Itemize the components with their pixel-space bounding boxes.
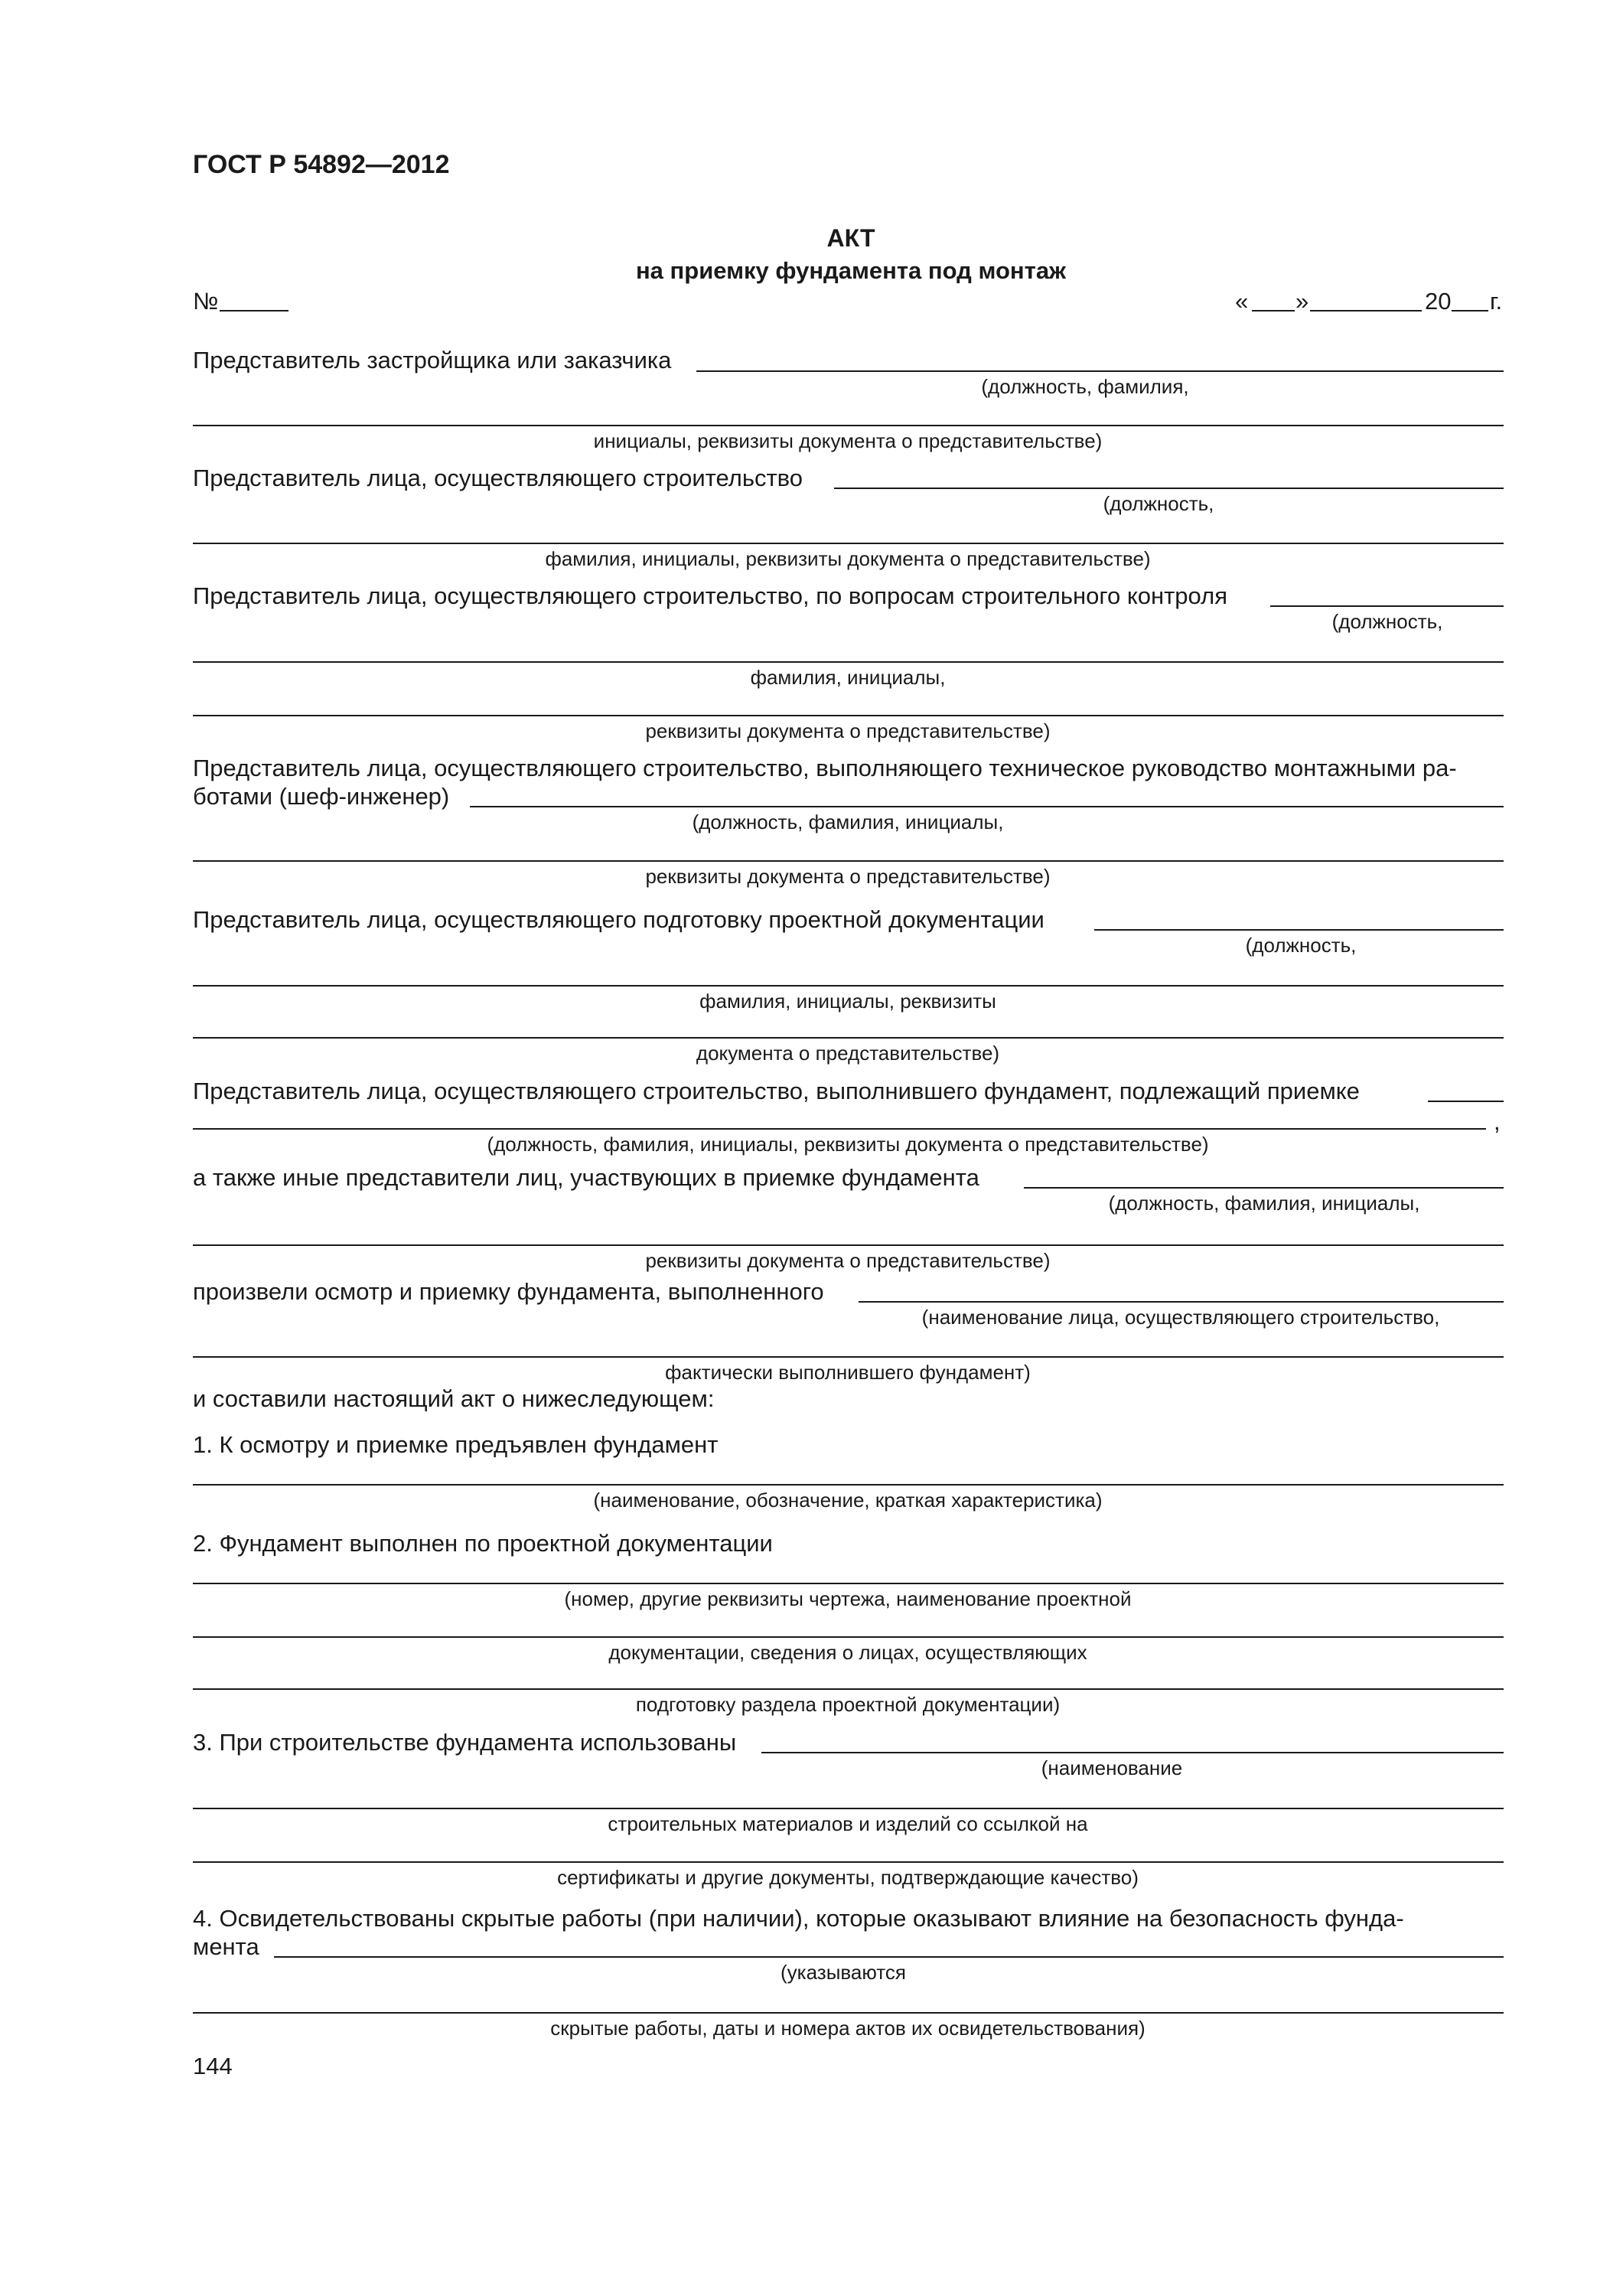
item-3-note-3: сертификаты и другие документы, подтверждающие качество) — [557, 1866, 1139, 1889]
other-reps-field-2[interactable] — [193, 1244, 1504, 1246]
date-quote-close: » — [1295, 288, 1309, 315]
document-code: ГОСТ Р 54892—2012 — [193, 150, 450, 179]
item-4-label: 4. Освидетельствованы скрытые работы (при наличии), которые оказывают влияние на безопасность фунда- — [193, 1905, 1404, 1932]
item-2-label: 2. Фундамент выполнен по проектной документации — [193, 1530, 773, 1557]
designer-rep-note-3: документа о представительстве) — [696, 1042, 1000, 1065]
designer-rep-note: (должность, — [1245, 934, 1357, 957]
item-4-label-2: мента — [193, 1933, 259, 1960]
act-number-field[interactable] — [220, 310, 288, 311]
date-year-prefix: 20 — [1425, 288, 1452, 315]
item-3-field-2[interactable] — [193, 1808, 1504, 1809]
item-4-note: (указываются — [781, 1961, 906, 1984]
inspection-note-2: фактически выполнившего фундамент) — [665, 1361, 1031, 1384]
builder-rep-note: (должность, — [1103, 492, 1214, 515]
item-2-field[interactable] — [193, 1583, 1504, 1584]
control-rep-field-2[interactable] — [193, 661, 1504, 663]
item-2-field-3[interactable] — [193, 1688, 1504, 1690]
control-rep-note: (должность, — [1331, 610, 1443, 633]
act-number-label: № — [193, 288, 219, 315]
designer-rep-field-3[interactable] — [193, 1037, 1504, 1039]
inspection-note: (наименование лица, осуществляющего строительство, — [921, 1306, 1440, 1329]
other-reps-label: а также иные представители лиц, участвующих в приемке фундамента — [193, 1164, 979, 1191]
designer-rep-label: Представитель лица, осуществляющего подготовку проектной документации — [193, 906, 1045, 933]
item-4-field[interactable] — [274, 1956, 1504, 1958]
developer-rep-note-2: инициалы, реквизиты документа о представительстве) — [593, 429, 1103, 452]
control-rep-field-3[interactable] — [193, 715, 1504, 716]
item-4-note-2: скрытые работы, даты и номера актов их освидетельствования) — [550, 2017, 1146, 2040]
control-rep-note-3: реквизиты документа о представительстве) — [645, 719, 1051, 742]
builder-rep-note-2: фамилия, инициалы, реквизиты документа о представительстве) — [545, 547, 1151, 570]
chief-engineer-note: (должность, фамилия, инициалы, — [692, 810, 1004, 833]
control-rep-note-2: фамилия, инициалы, — [750, 666, 946, 689]
date-month-field[interactable] — [1310, 310, 1422, 311]
item-3-field[interactable] — [761, 1752, 1504, 1753]
developer-rep-field-2[interactable] — [193, 425, 1504, 426]
item-2-note-2: документации, сведения о лицах, осуществляющих — [608, 1641, 1087, 1664]
builder-rep-label: Представитель лица, осуществляющего строительство — [193, 465, 803, 491]
chief-engineer-note-2: реквизиты документа о представительстве) — [645, 865, 1051, 888]
developer-rep-note: (должность, фамилия, — [981, 375, 1189, 398]
inspection-label: произвели осмотр и приемку фундамента, выполненного — [193, 1278, 824, 1305]
item-3-note-2: строительных материалов и изделий со ссылкой на — [608, 1812, 1088, 1835]
item-2-note-3: подготовку раздела проектной документации) — [635, 1693, 1061, 1716]
developer-rep-label: Представитель застройщика или заказчика — [193, 347, 672, 373]
designer-rep-note-2: фамилия, инициалы, реквизиты — [699, 990, 996, 1013]
foundation-builder-field[interactable] — [1428, 1101, 1504, 1102]
item-3-field-3[interactable] — [193, 1861, 1504, 1863]
other-reps-field[interactable] — [1024, 1187, 1504, 1189]
item-3-note: (наименование — [1041, 1756, 1183, 1779]
inspection-field[interactable] — [859, 1301, 1504, 1303]
other-reps-note: (должность, фамилия, инициалы, — [1108, 1192, 1420, 1215]
chief-engineer-label-2: ботами (шеф-инженер) — [193, 783, 450, 810]
date-year-suffix: г. — [1490, 288, 1503, 315]
builder-rep-field-2[interactable] — [193, 543, 1504, 544]
other-reps-note-2: реквизиты документа о представительстве) — [645, 1249, 1051, 1272]
page-number: 144 — [193, 2053, 233, 2079]
foundation-builder-label: Представитель лица, осуществляющего строительство, выполнившего фундамент, подлежащий приемке — [193, 1078, 1360, 1104]
builder-rep-field[interactable] — [834, 488, 1504, 489]
item-1-note: (наименование, обозначение, краткая характеристика) — [593, 1489, 1103, 1512]
foundation-builder-field-2[interactable] — [193, 1128, 1486, 1130]
item-2-note: (номер, другие реквизиты чертежа, наименование проектной — [564, 1587, 1132, 1610]
item-1-field[interactable] — [193, 1484, 1504, 1486]
trailing-comma: , — [1494, 1108, 1501, 1135]
control-rep-field[interactable] — [1270, 605, 1504, 607]
item-1-label: 1. К осмотру и приемке предъявлен фундамент — [193, 1431, 719, 1458]
chief-engineer-field-2[interactable] — [193, 860, 1504, 862]
item-3-label: 3. При строительстве фундамента использованы — [193, 1729, 737, 1756]
inspection-field-2[interactable] — [193, 1356, 1504, 1358]
control-rep-label: Представитель лица, осуществляющего строительство, по вопросам строительного контроля — [193, 582, 1227, 609]
date-day-field[interactable] — [1252, 310, 1295, 311]
designer-rep-field-2[interactable] — [193, 985, 1504, 987]
chief-engineer-field[interactable] — [470, 806, 1504, 807]
foundation-builder-note: (должность, фамилия, инициалы, реквизиты документа о представительстве) — [487, 1133, 1209, 1156]
designer-rep-field[interactable] — [1094, 929, 1504, 931]
act-title: АКТ — [826, 224, 875, 252]
item-2-field-2[interactable] — [193, 1636, 1504, 1638]
date-year-field[interactable] — [1452, 310, 1488, 311]
chief-engineer-label: Представитель лица, осуществляющего строительство, выполняющего техническое руководство монтажными ра- — [193, 755, 1457, 781]
date-quote-open: « — [1235, 288, 1249, 315]
item-4-field-2[interactable] — [193, 2012, 1504, 2014]
act-subtitle: на приемку фундамента под монтаж — [635, 257, 1067, 284]
intro-text: и составили настоящий акт о нижеследующем: — [193, 1385, 715, 1412]
developer-rep-field[interactable] — [696, 370, 1504, 372]
